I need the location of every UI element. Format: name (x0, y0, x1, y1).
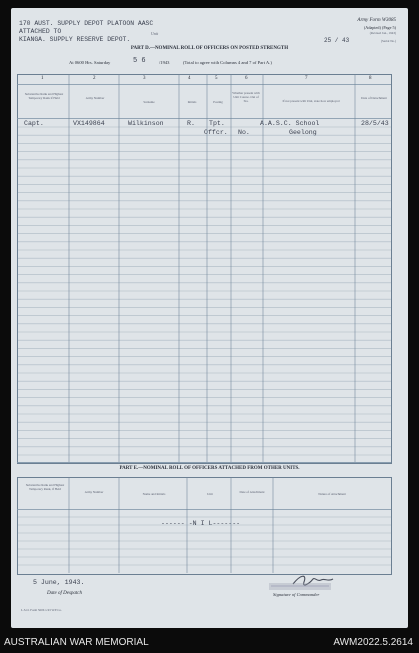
col-header-initials: Initials (187, 100, 197, 104)
col-header-posting: Posting (213, 100, 223, 104)
col-num-6: 6 (245, 76, 248, 81)
row-army-number: VX149864 (73, 120, 105, 127)
serial-caption: (Serial No.) (380, 39, 396, 43)
form-adapted: (Adapted) (Page 5) (363, 25, 396, 30)
unit-line-1: 170 AUST. SUPPLY DEPOT PLATOON AASC (19, 20, 154, 27)
serial-value: 25 / 43 (324, 37, 350, 44)
col-num-4: 4 (188, 76, 191, 81)
row-present: No. (238, 129, 250, 136)
col-num-5: 5 (215, 76, 218, 81)
row-employed-2: Geelong (289, 129, 317, 136)
despatch-caption: Date of Despatch (47, 591, 82, 596)
signature-caption: Signature of Commander (273, 592, 320, 597)
col-header-number: Army Number (85, 96, 105, 100)
print-code: L.S.O. Form 5606 1/43 W.F.Co. (21, 608, 62, 612)
unit-line-2: ATTACHED TO (19, 28, 62, 35)
row-date: 28/5/43 (361, 120, 389, 127)
despatch-date: 5 June, 1943. (33, 579, 85, 586)
col-num-7: 7 (305, 76, 308, 81)
date-value: 5 6 (133, 57, 146, 65)
credit-bar (0, 633, 419, 653)
row-surname: Wilkinson (128, 120, 164, 127)
col-num-1: 1 (41, 76, 44, 81)
row-posting-2: Offcr. (204, 129, 228, 136)
col-num-3: 3 (143, 76, 146, 81)
col-num-2: 2 (93, 76, 96, 81)
form-revised: (Revised Jan., 1943) (369, 31, 396, 35)
credit-left: AUSTRALIAN WAR MEMORIAL (4, 637, 149, 648)
part-d-title: PART D.—NOMINAL ROLL OF OFFICERS ON POSTED STRENGTH (130, 46, 289, 51)
unit-line-3: KIANGA. SUPPLY RESERVE DEPOT. (19, 36, 131, 43)
col-header-rank: Substantive Rank and Highest Temporary Rank if Held (24, 92, 64, 100)
col-header-date: Date of Detachment (361, 96, 387, 100)
col-header-employed: If not present with Unit, state how employed (282, 99, 340, 103)
row-initials: R. (187, 120, 195, 127)
e-col-header-name: Name and Initials (142, 492, 166, 496)
col-num-8: 8 (369, 76, 372, 81)
credit-right: AWM2022.5.2614 (333, 637, 413, 648)
e-col-header-rank: Substantive Rank and Highest Temporary Rank, if Held (25, 483, 65, 491)
e-col-header-date: Date of Attachment (239, 490, 265, 494)
col-header-present: Whether present with Unit Course. Out of Sta. (232, 91, 260, 103)
form-name: Army Form W3085 (357, 18, 396, 23)
part-e-title: PART E.—NOMINAL ROLL OF OFFICERS ATTACHED FROM OTHER UNITS. (119, 466, 300, 471)
total-text: (Total to agree with Columns 4 and 7 of Part A.) (183, 60, 272, 65)
at-text: At 0600 Hrs. Saturday (69, 60, 111, 65)
year-text: /1943 (159, 60, 170, 65)
row-posting-1: Tpt. (209, 120, 225, 127)
row-rank: Capt. (24, 120, 44, 127)
col-header-surname: Surname (143, 100, 155, 104)
e-col-header-number: Army Number (84, 490, 104, 494)
part-e-nil-entry: ------ -N I L------- (161, 520, 241, 527)
row-employed-1: A.A.S.C. School (260, 120, 320, 127)
e-col-header-nature: Nature of Attachment (318, 492, 346, 496)
e-col-header-unit: Unit (207, 492, 213, 496)
unit-caption: Unit (151, 31, 159, 36)
